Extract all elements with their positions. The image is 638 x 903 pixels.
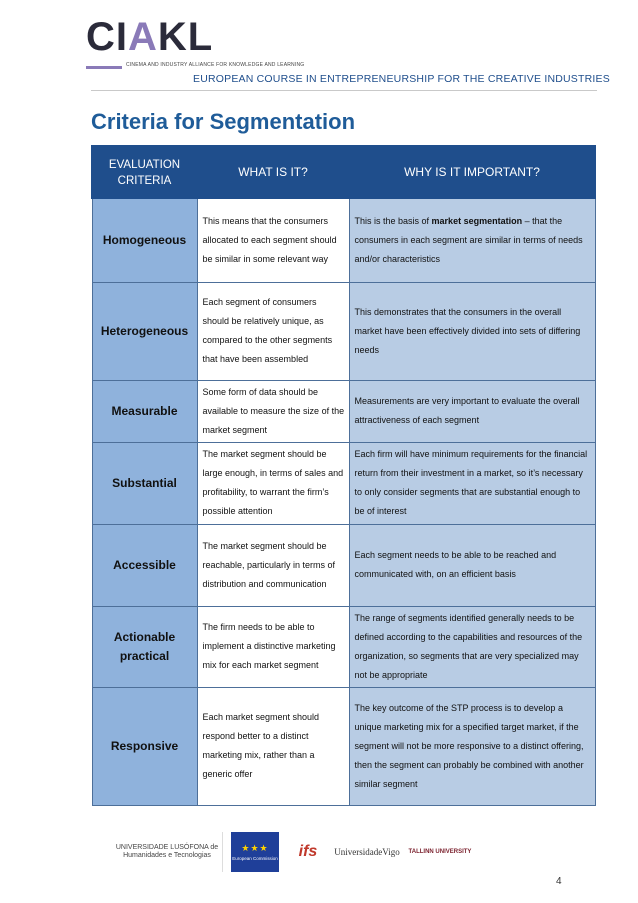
why-cell: This demonstrates that the consumers in the overall market have been effectively divided into sets of differing needs xyxy=(349,282,595,380)
why-cell xyxy=(349,198,595,282)
header-divider xyxy=(91,90,597,91)
criterion-cell: Homogeneous xyxy=(92,198,197,282)
criteria-table xyxy=(91,145,594,806)
logo-wordmark xyxy=(86,14,213,60)
logo-part-kl: KL xyxy=(157,15,214,59)
why-text: – that the consumers in each segment are similar in terms of needs and/or characteristics xyxy=(354,215,583,264)
criterion-cell: Actionable practical xyxy=(92,606,197,687)
header-why-important: WHY IS IT IMPORTANT? xyxy=(349,146,595,198)
criterion-cell: Accessible xyxy=(92,524,197,606)
table-header-row xyxy=(92,146,595,198)
why-cell: Each firm will have minimum requirements for the financial return from their investment in a market, so it’s necessary to only consider segments that are substantial enough to be of interest xyxy=(349,442,595,524)
table-row xyxy=(92,524,595,606)
header-evaluation-criteria: EVALUATION CRITERIA xyxy=(92,146,197,198)
ciakl-logo xyxy=(86,14,305,76)
criterion-cell: Responsive xyxy=(92,687,197,805)
what-cell: This means that the consumers allocated to each segment should be similar in some relevant way xyxy=(197,198,349,282)
why-cell: Measurements are very important to evaluate the overall attractiveness of each segment xyxy=(349,380,595,442)
criterion-cell: Substantial xyxy=(92,442,197,524)
table-row xyxy=(92,606,595,687)
why-cell: The key outcome of the STP process is to develop a unique marketing mix for a specified target market, if the segment will not be more responsive to a distinct offering, then the segment can probably be combined with another similar segment xyxy=(349,687,595,805)
criterion-cell: Measurable xyxy=(92,380,197,442)
ifs-logo: ifs xyxy=(298,843,318,860)
partner-logos xyxy=(108,828,538,876)
vigo-logo: UniversidadeVigo xyxy=(334,847,400,857)
tallinn-logo: TALLINN UNIVERSITY xyxy=(408,849,472,855)
logo-accent-bar xyxy=(86,66,122,69)
what-cell: The market segment should be large enough, in terms of sales and profitability, to warrant the firm’s possible attention xyxy=(197,442,349,524)
eu-caption: European Commission xyxy=(232,856,278,861)
eu-stars-icon: ★★★ xyxy=(241,843,269,853)
what-cell: Each segment of consumers should be relatively unique, as compared to the other segments that have been assembled xyxy=(197,282,349,380)
table-row xyxy=(92,687,595,805)
what-cell: Each market segment should respond better to a distinct marketing mix, rather than a generic offer xyxy=(197,687,349,805)
why-cell: Each segment needs to be able to be reached and communicated with, on an efficient basis xyxy=(349,524,595,606)
european-commission-logo xyxy=(231,832,279,872)
lusofona-name: UNIVERSIDADE LUSÓFONA de Humanidades e Tecnologias xyxy=(115,844,219,859)
table-row xyxy=(92,442,595,524)
what-cell: Some form of data should be available to measure the size of the market segment xyxy=(197,380,349,442)
what-cell: The market segment should be reachable, particularly in terms of distribution and communication xyxy=(197,524,349,606)
lusofona-logo xyxy=(108,832,223,872)
header-what-is-it: WHAT IS IT? xyxy=(197,146,349,198)
logo-part-ci: CI xyxy=(86,15,128,59)
why-emphasis: market segmentation xyxy=(431,215,523,226)
table-row xyxy=(92,282,595,380)
page-number: 4 xyxy=(556,876,562,887)
table-row xyxy=(92,380,595,442)
why-cell: The range of segments identified generally needs to be defined according to the capabilities and resources of the organization, so segments that are very specialized may not be appropriate xyxy=(349,606,595,687)
why-text: This is the basis of xyxy=(354,215,432,226)
page-title: Criteria for Segmentation xyxy=(91,109,356,134)
criterion-cell: Heterogeneous xyxy=(92,282,197,380)
course-title: EUROPEAN COURSE IN ENTREPRENEURSHIP FOR THE CREATIVE INDUSTRIES xyxy=(193,73,610,85)
table-row xyxy=(92,198,595,282)
logo-part-a: A xyxy=(128,15,158,59)
what-cell: The firm needs to be able to implement a distinctive marketing mix for each market segment xyxy=(197,606,349,687)
logo-tagline: CINEMA AND INDUSTRY ALLIANCE FOR KNOWLEDGE AND LEARNING xyxy=(126,62,305,68)
